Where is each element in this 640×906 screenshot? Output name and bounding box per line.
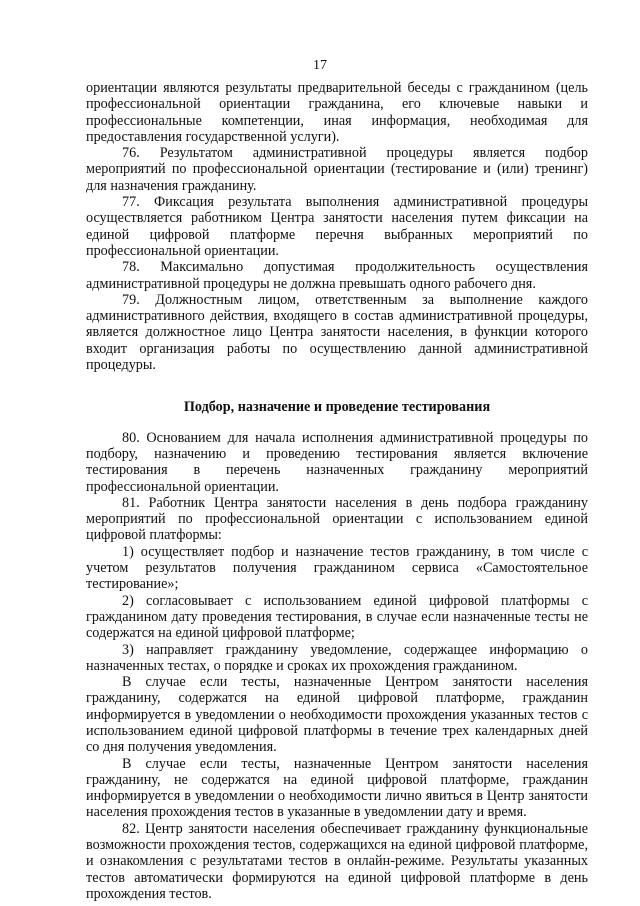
list-item-81-2: 2) согласовывает с использованием единой цифровой платформы с гражданином дату проведения тестирования, в случае если назначенные тесты не содержатся на единой цифровой платформе;	[86, 592, 588, 642]
paragraph-77: 77. Фиксация результата выполнения административной процедуры осуществляется работником Центра занятости населения путем фиксации на единой цифровой платформе перечня выбранных мероприятий по профессиональной ориентации.	[86, 194, 588, 259]
list-item-81-1: 1) осуществляет подбор и назначение тестов гражданину, в том числе с учетом результатов получения гражданином сервиса «Самостоятельное тестирование»;	[86, 543, 588, 593]
document-body	[86, 80, 588, 902]
list-item-81-3: 3) направляет гражданину уведомление, содержащее информацию о назначенных тестах, о порядке и сроках их прохождения гражданином.	[86, 641, 588, 674]
page-number: 17	[313, 58, 327, 73]
paragraph-76: 76. Результатом административной процедуры является подбор мероприятий по профессиональной ориентации (тестирование и (или) тренинг) для назначения гражданину.	[86, 145, 588, 194]
paragraph-79: 79. Должностным лицом, ответственным за выполнение каждого административного действия, входящего в состав административной процедуры, является должностное лицо Центра занятости населения, в функции которого входит организация работы по осуществлению данной административной процедуры.	[86, 291, 588, 374]
paragraph-82: 82. Центр занятости населения обеспечивает гражданину функциональные возможности прохождения тестов, содержащихся на единой цифровой платформе, и ознакомления с результатами тестов в онлайн-режиме. Результаты указанных тестов автоматически формируются на единой цифровой платформе в день прохождения тестов.	[86, 820, 588, 902]
paragraph-80: 80. Основанием для начала исполнения административной процедуры по подбору, назначению и проведению тестирования является включение тестирования в перечень назначенных гражданину мероприятий профессиональной ориентации.	[86, 429, 588, 495]
paragraph-case-not-contains: В случае если тесты, назначенные Центром занятости населения гражданину, не содержатся на единой цифровой платформе, гражданин информируется в уведомлении о необходимости лично явиться в Центр занятости населения прохождения тестов в указанные в уведомлении дату и время.	[86, 755, 588, 821]
paragraph-81: 81. Работник Центра занятости населения в день подбора гражданину мероприятий по профессиональной ориентации с использованием единой цифровой платформы:	[86, 494, 588, 544]
paragraph-78: 78. Максимально допустимая продолжительность осуществления административной процедуры не должна превышать одного рабочего дня.	[86, 259, 588, 292]
paragraph-case-contains: В случае если тесты, назначенные Центром занятости населения гражданину, содержатся на единой цифровой платформе, гражданин информируется в уведомлении о необходимости прохождения указанных тестов с использованием единой цифровой платформы в течение трех календарных дней со дня получения уведомления.	[86, 674, 588, 756]
section-title: Подбор, назначение и проведение тестирования	[183, 399, 491, 416]
paragraph-continuation: ориентации являются результаты предварительной беседы с гражданином (цель профессиональной ориентации гражданина, его ключевые навыки и профессиональные компетенции, иная информация, необходимая для предоставления государственной услуги).	[86, 80, 588, 145]
